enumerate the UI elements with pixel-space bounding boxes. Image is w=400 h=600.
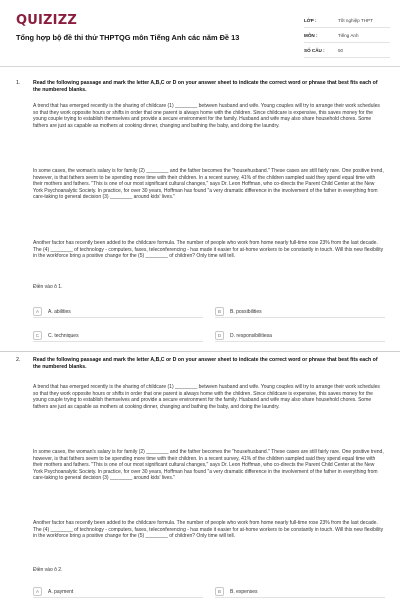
quizizz-logo: QUIZIZZ [16,13,77,28]
passage-paragraph-3: Another factor has recently been added to the childcare formula. The number of people who work from home nearly full-time rose 23% from the last decade. The (4) ________ of technology - computers, faxes, teleconferencing - has made it easier for at-home workers to be constantly in touch. Will this new flexibility in the workforce bring a positive change for the (5) ________ of children? Only time will tell. [33,520,384,539]
option-text: C. techniques [48,332,79,339]
option-letter-badge: D [215,331,224,340]
option-letter-badge: A [33,587,42,596]
option-text: A. abilities [48,308,71,315]
option-letter-badge: A [33,307,42,316]
meta-value: Tiếng Anh [338,32,359,38]
passage-paragraph-2: In some cases, the woman's salary is for family (2) ________ and the father becomes the "househusband." These cases are still fairly rare. One positive trend, however, is that fathers seem to be spending more time with their children. In a recent survey, 41% of the children sampled said they spend equal time with their mothers and fathers. "This is one of our most significant cultural changes," says Dr. Leon Hoffman, who co-directs the Parent Child Center at the New York Psychoanalytic Society. In practice, for over 30 years, Hoffman has found "a very dramatic difference in the involvement of the father in everything from care-taking to general decision (3) ________ around kids' lives." [33,168,384,200]
question-number: 1. [16,80,21,86]
answer-option-c[interactable] [33,330,203,342]
passage-paragraph-1: A trend that has emerged recently is the sharing of childcare (1) ________ between husband and wife. Young couples will try to arrange their work schedules so that they work opposite hours or shifts in order that one parent is always home with the children. Since childcare is expensive, this saves money for the young couple trying to establish themselves and provide a secure environment for the family. Husband and wife may also share household chores. Some fathers are just as capable as mothers at cooking dinner, changing and bathing the baby, and doing the laundry. [33,103,380,129]
meta-row-subject [304,28,390,43]
question-prompt: Read the following passage and mark the letter A,B,C or D on your answer sheet to indicate the correct word or phrase that best fits each of the numbered blanks. [33,80,378,93]
question-prompt: Read the following passage and mark the letter A,B,C or D on your answer sheet to indicate the correct word or phrase that best fits each of the numbered blanks. [33,357,378,370]
answer-option-a[interactable] [33,586,203,598]
meta-row-count [304,43,390,58]
answer-option-a[interactable] [33,306,203,318]
meta-value: 50 [338,47,344,53]
option-letter-badge: B [215,587,224,596]
option-letter-badge: B [215,307,224,316]
meta-key: LỚP : [304,17,317,23]
question-2 [0,357,400,600]
option-text: B. possibilities [230,308,262,315]
fill-instruction: Điền vào ô 1. [33,284,63,290]
passage-paragraph-2: In some cases, the woman's salary is for family (2) ________ and the father becomes the "househusband." These cases are still fairly rare. One positive trend, however, is that fathers seem to be spending more time with their children. In a recent survey, 41% of the children sampled said they spend equal time with their mothers and fathers. "This is one of our most significant cultural changes," says Dr. Leon Hoffman, who co-directs the Parent Child Center at the New York Psychoanalytic Society. In practice, for over 30 years, Hoffman has found "a very dramatic difference in the involvement of the father in everything from care-taking to general decision (3) ________ around kids' lives." [33,449,384,481]
option-letter-badge: C [33,331,42,340]
answer-option-b[interactable] [215,586,385,598]
option-text: D. responsibilitiesa [230,332,272,339]
meta-key: MÔN : [304,32,318,38]
fill-instruction: Điền vào ô 2. [33,567,63,573]
passage-paragraph-3: Another factor has recently been added to the childcare formula. The number of people who work from home nearly full-time rose 23% from the last decade. The (4) ________ of technology - computers, faxes, teleconferencing - has made it easier for at-home workers to be constantly in touch. Will this new flexibility in the workforce bring a positive change for the (5) ________ of children? Only time will tell. [33,240,384,259]
document-header [0,0,400,66]
passage-paragraph-1: A trend that has emerged recently is the sharing of childcare (1) ________ between husband and wife. Young couples will try to arrange their work schedules so that they work opposite hours or shifts in order that one parent is always home with the children. Since childcare is expensive, this saves money for the young couple trying to establish themselves and provide a secure environment for the family. Husband and wife may also share household chores. Some fathers are just as capable as mothers at cooking dinner, changing and bathing the baby, and doing the laundry. [33,384,380,410]
option-text: B. expenses [230,588,258,595]
question-number: 2. [16,357,21,363]
document-title: Tổng hợp bộ đề thi thử THPTQG môn Tiếng Anh các năm Đề 13 [16,33,240,42]
header-divider [0,66,400,67]
meta-table [304,13,390,58]
meta-key: SỐ CÂU : [304,47,325,53]
meta-row-class [304,13,390,28]
answer-option-d[interactable] [215,330,385,342]
question-1 [0,80,400,350]
option-text: A. payment [48,588,74,595]
answer-option-b[interactable] [215,306,385,318]
question-divider [0,351,400,352]
meta-value: Tốt nghiệp THPT [338,17,373,23]
